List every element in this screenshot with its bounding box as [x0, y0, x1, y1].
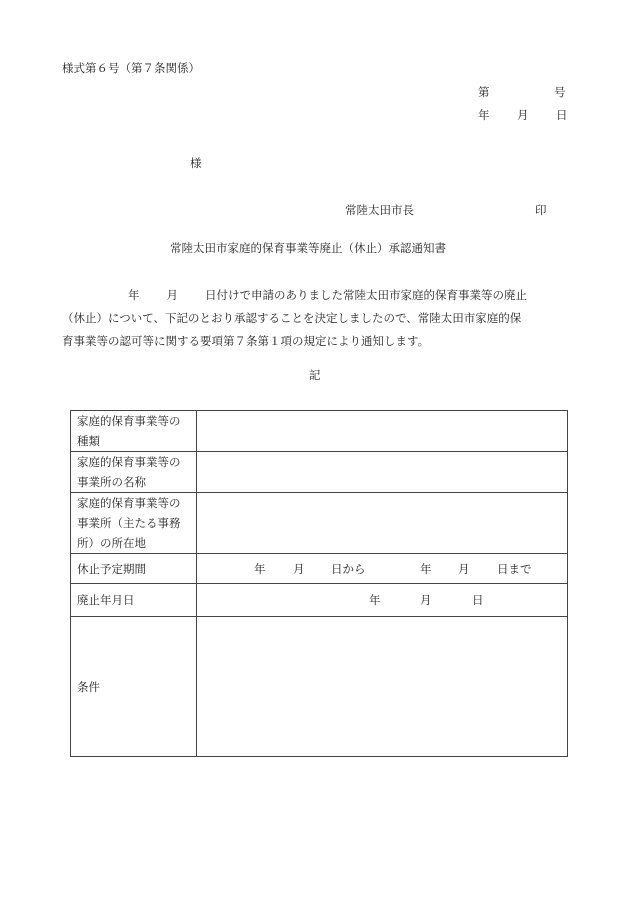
- suspension-to-month: 月: [458, 561, 470, 576]
- label-name: [71, 452, 197, 493]
- body-line-1: [62, 284, 568, 307]
- value-conditions[interactable]: [197, 617, 568, 757]
- value-name[interactable]: [197, 452, 568, 493]
- table-row-name: [71, 452, 568, 493]
- table-row-suspension: [71, 554, 568, 584]
- label-type-line1: 家庭的保育事業等の: [77, 414, 181, 428]
- table-row-abolition: [71, 584, 568, 617]
- table-row-conditions: [71, 617, 568, 757]
- label-abolition: 廃止年月日: [71, 584, 197, 617]
- ki-heading: 記: [309, 368, 321, 382]
- label-suspension: 休止予定期間: [71, 554, 197, 584]
- suspension-to-day: 日まで: [497, 561, 532, 576]
- body-line-3: 育事業等の認可等に関する要項第７条第１項の規定により通知します。: [62, 334, 430, 348]
- notification-table: [70, 410, 568, 757]
- label-name-line2: 事業所の名称: [77, 475, 146, 489]
- body-text-after-date: 日付けで申請のありました常陸太田市家庭的保育事業等の廃止: [205, 288, 527, 302]
- abolition-day: 日: [472, 593, 484, 607]
- issue-date-month: 月: [517, 108, 529, 122]
- doc-number-suffix: 号: [554, 85, 566, 99]
- table-row-address: [71, 493, 568, 554]
- suspension-from-day: 日から: [331, 561, 366, 576]
- value-suspension[interactable]: [197, 554, 568, 584]
- value-type[interactable]: [197, 411, 568, 452]
- document-title: 常陸太田市家庭的保育事業等廃止（休止）承認通知書: [170, 241, 446, 255]
- label-address: [71, 493, 197, 554]
- issue-date-day: 日: [556, 108, 568, 122]
- body-text: [62, 284, 568, 353]
- body-line-2: （休止）について、下記のとおり承認することを決定しましたので、常陸太田市家庭的保: [62, 311, 522, 325]
- label-type-line2: 種類: [77, 434, 100, 448]
- table-row-type: [71, 411, 568, 452]
- value-abolition[interactable]: [197, 584, 568, 617]
- value-address[interactable]: [197, 493, 568, 554]
- label-name-line1: 家庭的保育事業等の: [77, 455, 181, 469]
- doc-number-prefix: 第: [478, 85, 490, 99]
- issue-date-year: 年: [478, 108, 490, 122]
- label-address-line2: 事業所（主たる事務: [77, 516, 181, 530]
- abolition-year: 年: [369, 593, 381, 607]
- label-type: [71, 411, 197, 452]
- sender-title: 常陸太田市長: [345, 203, 414, 217]
- label-conditions: 条件: [71, 617, 197, 757]
- form-label: 様式第６号（第７条関係）: [62, 61, 200, 75]
- suspension-from-month: 月: [293, 561, 305, 576]
- suspension-to-year: 年: [420, 561, 432, 576]
- body-year-label: 年: [128, 288, 140, 302]
- suspension-from-year: 年: [254, 561, 266, 576]
- label-address-line1: 家庭的保育事業等の: [77, 496, 181, 510]
- body-month-label: 月: [166, 288, 178, 302]
- abolition-month: 月: [420, 593, 432, 607]
- addressee-honorific: 様: [190, 156, 202, 170]
- seal-mark: 印: [535, 203, 547, 217]
- label-address-line3: 所）の所在地: [77, 536, 146, 550]
